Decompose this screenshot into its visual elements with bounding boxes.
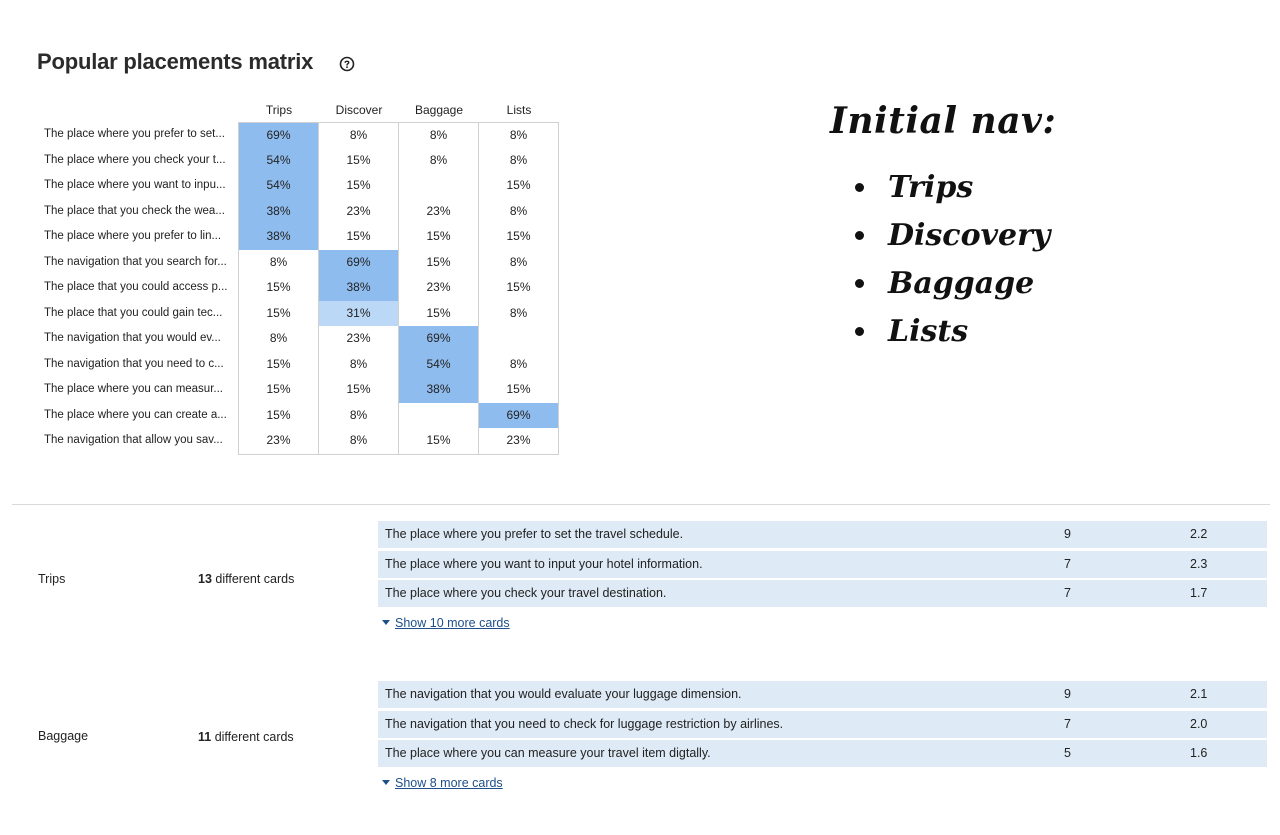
section-divider [12,504,1270,505]
matrix-row [38,403,638,429]
matrix-row-label: The place where you check your t... [44,153,226,166]
card-frequency: 7 [1064,717,1071,731]
card-row [378,580,1267,607]
matrix-cell: 23% [318,199,399,226]
note-item [830,164,1056,212]
bullet-icon [855,327,864,336]
category-name: Baggage [38,729,89,743]
matrix-cell: 15% [238,301,319,328]
card-text: The place where you check your travel destination. [385,586,667,600]
matrix-row [38,301,638,327]
matrix-row [38,122,638,148]
bullet-icon [855,279,864,288]
note-title: Initial nav: [830,100,1057,142]
note-list [830,164,1056,356]
count-number: 11 [198,730,212,744]
matrix-cell: 8% [318,403,399,430]
card-avg-position: 1.7 [1190,586,1208,600]
matrix-row [38,428,638,454]
show-more-cards-link[interactable] [382,616,510,630]
matrix-cell: 54% [398,352,479,379]
matrix-cell: 38% [318,275,399,302]
matrix-cell: 15% [398,428,479,455]
card-avg-position: 1.6 [1190,746,1208,760]
matrix-cell: 15% [318,377,399,404]
card-text: The place where you want to input your hotel information. [385,557,703,571]
caret-down-icon [382,780,390,785]
matrix-cell: 8% [238,326,319,353]
matrix-cell: 8% [318,352,399,379]
matrix-row-label: The navigation that you would ev... [44,332,221,344]
matrix-row-label: The place where you prefer to lin... [44,230,222,242]
matrix-cell: 8% [398,148,479,175]
matrix-cell: 15% [318,173,399,200]
card-text: The place where you prefer to set the travel schedule. [385,527,684,541]
note-item-label: Discovery [888,218,1051,253]
card-row [378,551,1267,578]
matrix-cell: 23% [238,428,319,455]
matrix-column-header: Trips [265,103,293,117]
show-more-label[interactable]: Show 10 more cards [395,616,510,630]
matrix-row [38,199,638,225]
matrix-cell: 8% [478,122,559,149]
matrix-cell: 23% [398,275,479,302]
card-row [378,521,1267,548]
matrix-column-header: Lists [506,103,532,117]
note-item [830,308,1056,356]
matrix-cell: 8% [478,301,559,328]
bullet-icon [855,231,864,240]
matrix-cell: 69% [238,122,319,149]
matrix-cell: 31% [318,301,399,328]
matrix-cell: 38% [238,199,319,226]
matrix-row-label: The place where you prefer to set... [44,128,225,140]
card-row [378,711,1267,738]
matrix-cell: 8% [398,122,479,149]
matrix-row-label: The place where you can measur... [44,383,223,395]
matrix-cell: 8% [478,250,559,277]
matrix-row [38,377,638,403]
matrix-cell: 15% [478,275,559,302]
matrix-cell: 38% [238,224,319,251]
category-card-count [198,730,294,744]
matrix-row [38,352,638,378]
matrix-column-header: Baggage [414,103,464,117]
note-item [830,212,1056,260]
matrix-cell: 15% [478,224,559,251]
matrix-cell: 15% [398,250,479,277]
matrix-row [38,173,638,199]
matrix-cell: 15% [398,301,479,328]
card-frequency: 9 [1064,687,1071,701]
note-item [830,260,1056,308]
matrix-cell: 69% [398,326,479,353]
note-item-label: Trips [888,170,974,205]
matrix-row [38,326,638,352]
matrix-cell: 23% [478,428,559,455]
category-card-count [198,572,294,586]
matrix-row-label: The place that you could access p... [44,281,228,293]
matrix-cell: 15% [238,352,319,379]
card-avg-position: 2.2 [1190,527,1208,541]
matrix-cell [478,326,559,353]
show-more-cards-link[interactable] [382,776,503,790]
card-avg-position: 2.0 [1190,717,1208,731]
category-name: Trips [38,572,66,586]
matrix-cell: 69% [478,403,559,430]
show-more-label[interactable]: Show 8 more cards [395,776,503,790]
page-title: Popular placements matrix [37,49,314,74]
matrix-cell: 54% [238,173,319,200]
card-text: The place where you can measure your travel item digtally. [385,746,711,760]
matrix-cell: 69% [318,250,399,277]
card-frequency: 7 [1064,586,1071,600]
card-text: The navigation that you would evaluate your luggage dimension. [385,687,742,701]
count-suffix: different cards [215,572,295,586]
matrix-cell: 15% [478,377,559,404]
matrix-cell: 8% [318,428,399,455]
handwritten-nav-note [830,100,1056,356]
card-row [378,740,1267,767]
matrix-cell: 8% [318,122,399,149]
matrix-cell [398,173,479,200]
card-frequency: 7 [1064,557,1071,571]
matrix-cell: 8% [478,199,559,226]
count-suffix: different cards [214,730,294,744]
matrix-cell: 15% [318,224,399,251]
matrix-cell: 23% [398,199,479,226]
note-item-label: Lists [888,314,969,349]
note-item-label: Baggage [888,266,1035,301]
matrix-row [38,148,638,174]
matrix-cell: 54% [238,148,319,175]
card-avg-position: 2.3 [1190,557,1208,571]
card-row [378,681,1267,708]
matrix-row-label: The navigation that you need to c... [44,357,224,370]
matrix-row-label: The navigation that allow you sav... [44,434,223,446]
card-avg-position: 2.1 [1190,687,1208,701]
matrix-cell: 8% [478,352,559,379]
matrix-row-label: The place where you want to inpu... [44,179,226,191]
matrix-cell: 15% [318,148,399,175]
card-frequency: 5 [1064,746,1071,760]
question-circle-icon[interactable] [339,56,355,72]
card-text: The navigation that you need to check for luggage restriction by airlines. [385,717,784,731]
matrix-row [38,275,638,301]
matrix-cell: 8% [238,250,319,277]
matrix-row [38,224,638,250]
matrix-cell: 15% [238,403,319,430]
matrix-cell: 15% [238,275,319,302]
matrix-row-label: The place that you could gain tec... [44,306,223,319]
matrix-cell [398,403,479,430]
matrix-cell: 23% [318,326,399,353]
matrix-row [38,250,638,276]
count-number: 13 [198,572,212,586]
matrix-cell: 15% [238,377,319,404]
matrix-cell: 38% [398,377,479,404]
matrix-row-label: The navigation that you search for... [44,255,227,268]
matrix-cell: 15% [478,173,559,200]
card-frequency: 9 [1064,527,1071,541]
matrix-cell: 15% [398,224,479,251]
matrix-cell: 8% [478,148,559,175]
matrix-column-header: Discover [335,103,383,117]
caret-down-icon [382,620,390,625]
bullet-icon [855,183,864,192]
matrix-row-label: The place where you can create a... [44,408,227,421]
matrix-row-label: The place that you check the wea... [44,204,225,217]
